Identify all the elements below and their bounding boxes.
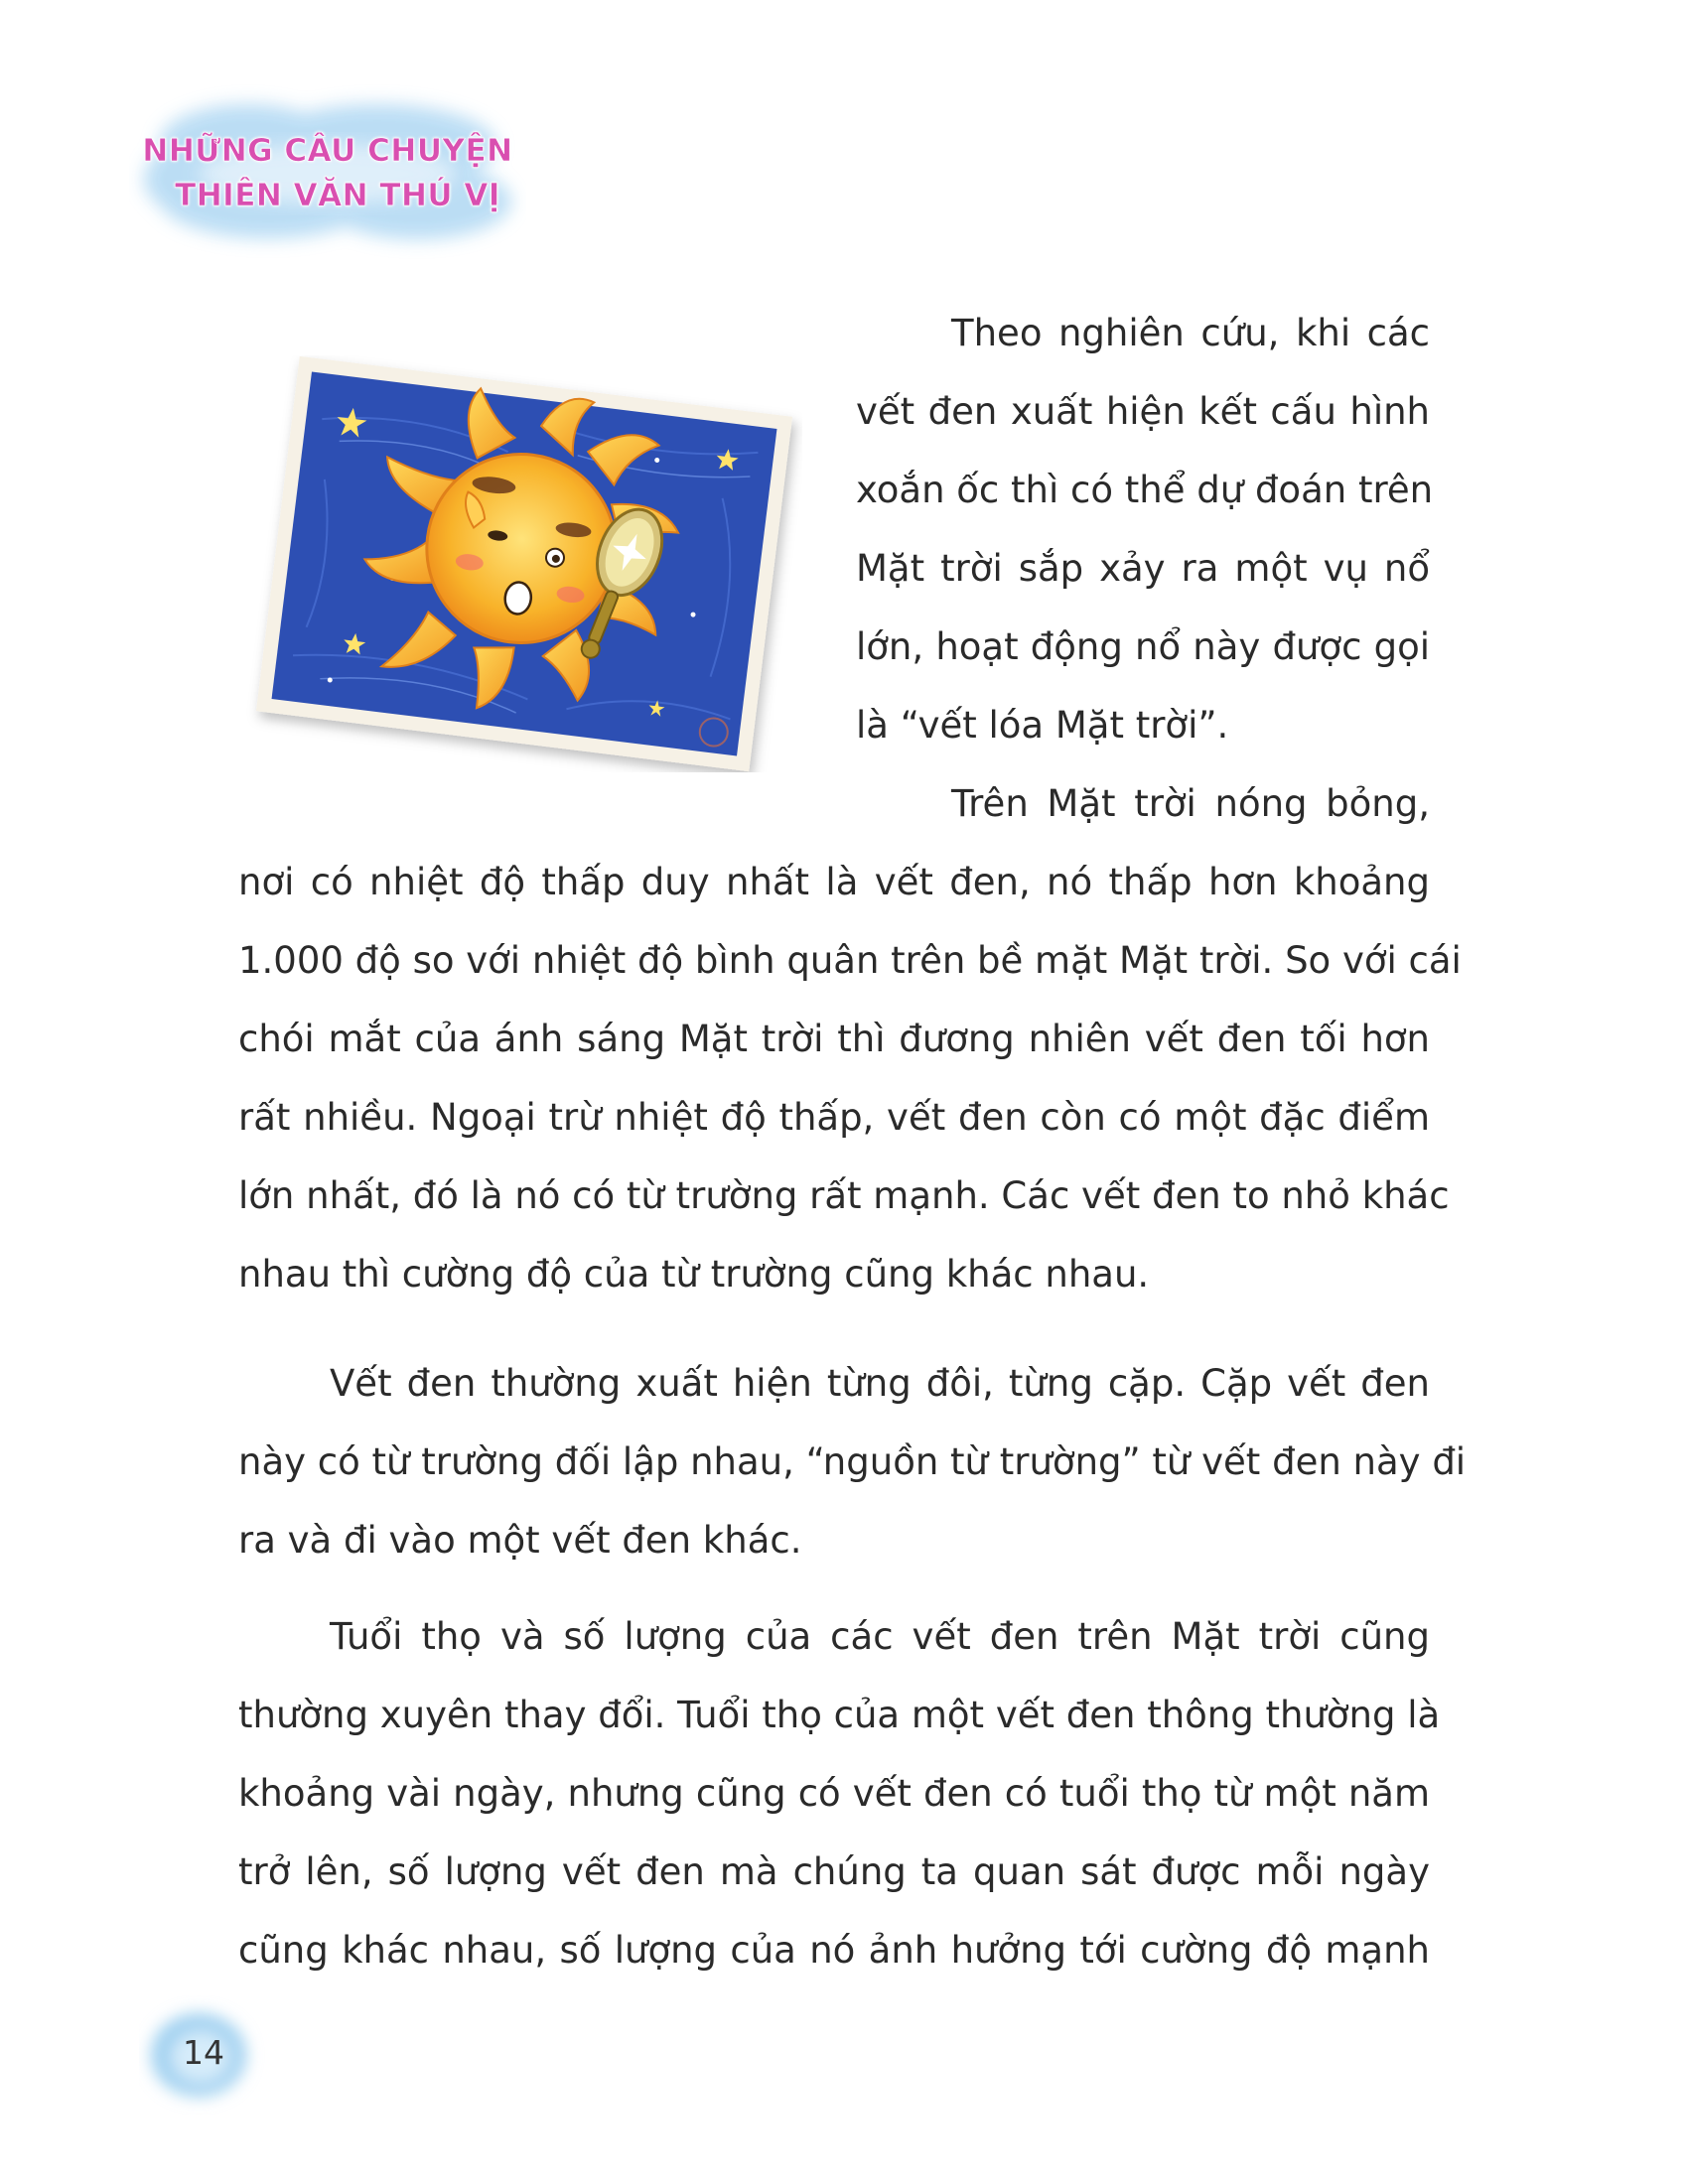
paragraph-3-line-1: Vết đen thường xuất hiện từng đôi, từng cặp. Cặp vết đen [330,1362,1430,1405]
paragraph-1-line-2: vết đen xuất hiện kết cấu hình [856,390,1430,433]
paragraph-2-line-1: Trên Mặt trời nóng bỏng, [951,782,1430,825]
paragraph-3-line-2: này có từ trường đối lập nhau, “nguồn từ trường” từ vết đen này đi [238,1440,1467,1483]
page-number: 14 [183,2033,224,2072]
paragraph-1-line-3: xoắn ốc thì có thể dự đoán trên [856,469,1434,511]
paragraph-2-line-6: lớn nhất, đó là nó có từ trường rất mạnh. Các vết đen to nhỏ khác [238,1174,1450,1217]
paragraph-4-line-5: cũng khác nhau, số lượng của nó ảnh hưởng tới cường độ mạnh [238,1929,1430,1972]
paragraph-2-line-7: nhau thì cường độ của từ trường cũng khác nhau. [238,1253,1150,1296]
chapter-header [129,84,526,263]
page-number-badge [139,1995,268,2115]
header-line-2: THIÊN VĂN THÚ VỊ [175,178,500,213]
paragraph-2-line-4: chói mắt của ánh sáng Mặt trời thì đương nhiên vết đen tối hơn [238,1018,1430,1060]
paragraph-1-line-5: lớn, hoạt động nổ này được gọi [856,625,1430,668]
paragraph-1-line-4: Mặt trời sắp xảy ra một vụ nổ [856,547,1430,590]
paragraph-4-line-3: khoảng vài ngày, nhưng cũng có vết đen có tuổi thọ từ một năm [238,1772,1430,1815]
paragraph-2-line-5: rất nhiều. Ngoại trừ nhiệt độ thấp, vết đen còn có một đặc điểm [238,1096,1430,1139]
paragraph-1-line-1: Theo nghiên cứu, khi các [951,312,1430,354]
paragraph-4-line-2: thường xuyên thay đổi. Tuổi thọ của một vết đen thông thường là [238,1694,1441,1736]
paragraph-1-line-6: là “vết lóa Mặt trời”. [856,704,1229,747]
paragraph-3 [238,1344,1467,1579]
paragraph-2 [238,843,1462,1313]
sun-holding-mirror-icon [246,355,802,772]
paragraph-1 [856,294,1434,843]
paragraph-3-line-3: ra và đi vào một vết đen khác. [238,1519,802,1562]
paragraph-2-line-2: nơi có nhiệt độ thấp duy nhất là vết đen, nó thấp hơn khoảng [238,861,1430,903]
paragraph-4-line-1: Tuổi thọ và số lượng của các vết đen trên Mặt trời cũng [330,1615,1430,1658]
paragraph-4-line-4: trở lên, số lượng vết đen mà chúng ta quan sát được mỗi ngày [238,1850,1430,1893]
sun-illustration [246,355,802,772]
header-line-1: NHỮNG CÂU CHUYỆN [142,133,513,169]
paragraph-2-line-3: 1.000 độ so với nhiệt độ bình quân trên bề mặt Mặt trời. So với cái [238,939,1462,982]
paragraph-4 [238,1597,1441,1989]
